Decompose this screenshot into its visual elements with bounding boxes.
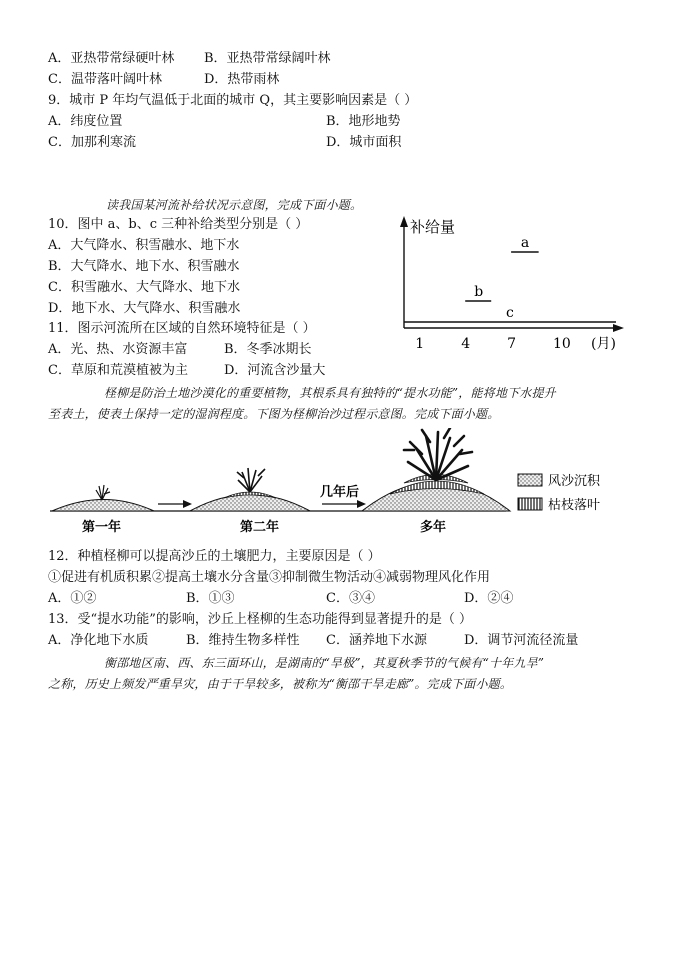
q9-option-c: C．加那利寒流: [48, 135, 136, 150]
q8-option-a: A．亚热带常绿硬叶林: [48, 51, 175, 66]
tamarisk-sapling-small: [96, 485, 110, 500]
chart-xlabel: (月): [591, 336, 616, 352]
passage-hengshao-line2: 之称，历史上频发严重旱灾，由于干旱较多，被称为“衡邵干旱走廊”。完成下面小题。: [48, 677, 513, 691]
arrow-years-label: 几年后: [320, 485, 360, 500]
y-axis-arrow: [400, 216, 408, 227]
q8-option-d: D．热带雨林: [204, 72, 280, 87]
x-tick-label-4: 4: [461, 336, 471, 352]
river-recharge-chart: [390, 208, 640, 358]
stage-2-label: 第二年: [240, 520, 280, 535]
q12-items: ①促进有机质积累②提高土壤水分含量③抑制微生物活动④减弱物理风化作用: [48, 570, 491, 585]
q8-option-b: B．亚热带常绿阔叶林: [204, 51, 331, 66]
q13-stem: 13．受“提水功能”的影响，沙丘上柽柳的生态功能得到显著提升的是（ ）: [48, 612, 472, 627]
q10-option-a: A．大气降水、积雪融水、地下水: [48, 238, 240, 253]
stage-1-dune: [52, 485, 154, 511]
diagram-legend: [518, 473, 601, 513]
q12-option-d: D．②④: [464, 591, 514, 606]
x-tick-label-7: 7: [507, 336, 517, 352]
q12-option-c: C．③④: [326, 591, 375, 606]
q11-option-c: C．草原和荒漠植被为主: [48, 363, 188, 378]
q12-stem: 12．种植柽柳可以提高沙丘的土壤肥力，主要原因是（ ）: [48, 549, 381, 564]
q11-option-d: D．河流含沙量大: [224, 363, 326, 378]
q8-option-c: C．温带落叶阔叶林: [48, 72, 162, 87]
q11-option-b: B．冬季冰期长: [224, 342, 312, 357]
passage-hengshao-line1: 衡邵地区南、西、东三面环山，是湖南的“旱极”，其夏秋季节的气候有“十年九旱”: [104, 656, 545, 670]
tamarisk-process-diagram: [44, 428, 644, 540]
q11-stem: 11．图示河流所在区域的自然环境特征是（ ）: [48, 321, 316, 336]
q9-option-a: A．纬度位置: [48, 114, 123, 129]
x-tick-label-1: 1: [415, 336, 425, 352]
tamarisk-shrub-large: [404, 428, 472, 480]
tamarisk-sapling-medium: [237, 468, 265, 492]
q9-option-d: D．城市面积: [326, 135, 402, 150]
q10-stem: 10．图中 a、b、c 三种补给类型分别是（ ）: [48, 217, 309, 232]
series-label-b: b: [474, 284, 484, 300]
q13-option-b: B．维持生物多样性: [186, 633, 300, 648]
q11-option-a: A．光、热、水资源丰富: [48, 342, 188, 357]
x-tick-label-10: 10: [553, 336, 571, 352]
legend-litter-label: 枯枝落叶: [548, 498, 601, 513]
stage-3-label: 多年: [420, 520, 447, 535]
q13-option-c: C．涵养地下水源: [326, 633, 427, 648]
q13-option-a: A．净化地下水质: [48, 633, 149, 648]
stage-1-label: 第一年: [82, 520, 122, 535]
arrow-2: [322, 500, 366, 508]
passage-tamarisk-line1: 柽柳是防治土地沙漠化的重要植物，其根系具有独特的“提水功能”，能将地下水提升: [104, 386, 556, 400]
chart-ylabel: 补给量: [410, 218, 456, 236]
series-label-a: a: [520, 235, 530, 251]
q9-stem: 9．城市 P 年均气温低于北面的城市 Q，其主要影响因素是（ ）: [48, 93, 418, 108]
legend-litter-swatch: [518, 498, 542, 510]
passage-tamarisk-line2: 至表土，使表土保持一定的湿润程度。下图为柽柳治沙过程示意图。完成下面小题。: [48, 407, 500, 421]
x-axis-arrow: [613, 324, 624, 332]
stage-3-dune: [362, 428, 510, 511]
q10-option-c: C．积雪融水、大气降水、地下水: [48, 280, 240, 295]
q12-option-a: A．①②: [48, 591, 97, 606]
legend-sand-swatch: [518, 474, 542, 486]
legend-sand-label: 风沙沉积: [548, 474, 601, 489]
arrow-1: [158, 500, 192, 508]
q9-option-b: B．地形地势: [326, 114, 401, 129]
q12-option-b: B．①③: [186, 591, 235, 606]
stage-2-dune: [190, 468, 310, 511]
passage-river-intro: 读我国某河流补给状况示意图，完成下面小题。: [106, 198, 363, 212]
q10-option-d: D．地下水、大气降水、积雪融水: [48, 301, 241, 316]
q10-option-b: B．大气降水、地下水、积雪融水: [48, 259, 240, 274]
series-label-c: c: [506, 305, 514, 321]
q13-option-d: D．调节河流径流量: [464, 633, 579, 648]
